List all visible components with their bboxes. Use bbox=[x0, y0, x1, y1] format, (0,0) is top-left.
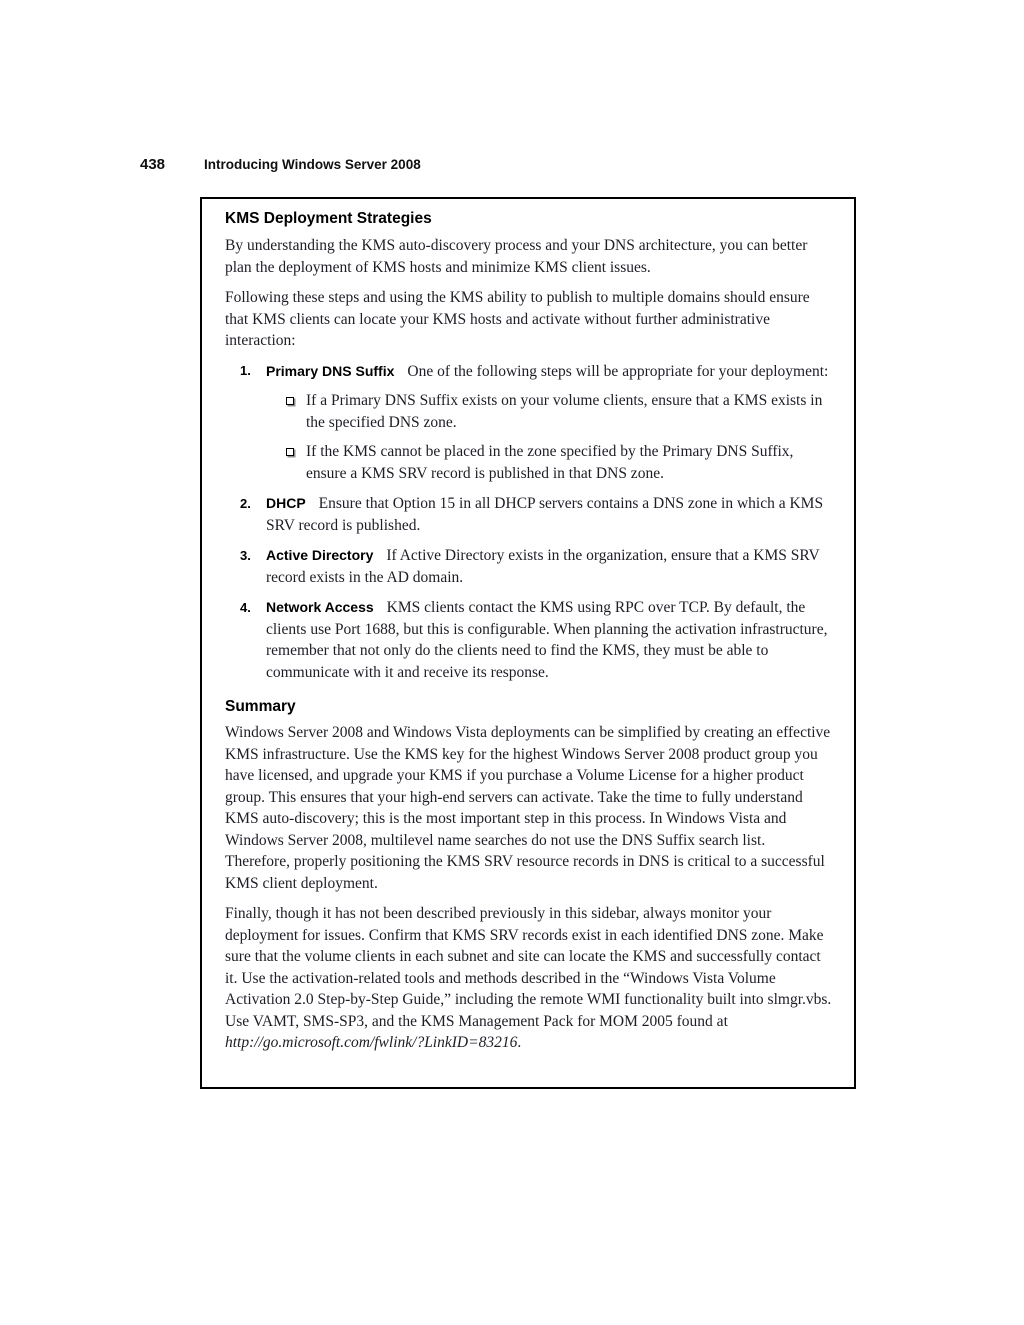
sub-bullet-item bbox=[266, 390, 832, 433]
list-item bbox=[225, 361, 832, 485]
list-item-body bbox=[266, 361, 832, 485]
list-item-label: Primary DNS Suffix bbox=[266, 362, 395, 379]
list-item-label: Active Directory bbox=[266, 547, 374, 563]
list-item-text: KMS clients contact the KMS using RPC over TCP. By default, the clients use Port 1688, but this is configurable. When planning the activation infrastructure, remember that not only do the clients need to find the KMS, they must be able to communicate with it and receive its response. bbox=[266, 599, 828, 681]
list-item-text: Ensure that Option 15 in all DHCP servers contains a DNS zone in which a KMS SRV record is published. bbox=[266, 495, 824, 534]
summary-paragraph-2-end: . bbox=[517, 1034, 522, 1051]
list-item-number: 3. bbox=[240, 547, 251, 563]
sidebar-title: KMS Deployment Strategies bbox=[225, 210, 432, 227]
page-number: 438 bbox=[140, 156, 166, 173]
list-item-label: DHCP bbox=[266, 495, 306, 511]
list-item-body bbox=[266, 493, 832, 536]
list-item-body bbox=[266, 597, 832, 683]
list-item bbox=[225, 493, 832, 536]
fwlink-url: http://go.microsoft.com/fwlink/?LinkID=83216 bbox=[225, 1034, 518, 1051]
list-item bbox=[225, 545, 832, 588]
square-bullet-icon bbox=[286, 397, 294, 405]
list-item-text: If Active Directory exists in the organization, ensure that a KMS SRV record exists in the AD domain. bbox=[266, 547, 820, 586]
sub-bullet-text: If the KMS cannot be placed in the zone specified by the Primary DNS Suffix, ensure a KMS SRV record is published in that DNS zone. bbox=[306, 443, 794, 482]
deployment-steps-list bbox=[225, 361, 832, 684]
list-item-body bbox=[266, 545, 832, 588]
list-item-label: Network Access bbox=[266, 599, 374, 615]
sub-bullet-text: If a Primary DNS Suffix exists on your volume clients, ensure that a KMS exists in the specified DNS zone. bbox=[306, 392, 823, 431]
intro-paragraph-1: By understanding the KMS auto-discovery process and your DNS architecture, you can better plan the deployment of KMS hosts and minimize KMS client issues. bbox=[225, 237, 808, 276]
list-item-number: 1. bbox=[240, 363, 251, 378]
summary-paragraph-2-text: Finally, though it has not been described previously in this sidebar, always monitor your deployment for issues. Confirm that KMS SRV records exist in each identified DNS zone. Make sure that the volume clients in each subnet and site can locate the KMS and successfully contact it. Use the activation-related tools and methods described in the “Windows Vista Volume Activation 2.0 Step-by-Step Guide,” including the remote WMI functionality built into slmgr.vbs. Use VAMT, SMS-SP3, and the KMS Management Pack for MOM 2005 found at bbox=[225, 905, 832, 1030]
kms-sidebar-box bbox=[200, 197, 856, 1089]
list-item bbox=[225, 597, 832, 683]
running-header bbox=[140, 156, 421, 173]
summary-paragraph-2 bbox=[225, 903, 832, 1054]
summary-paragraph-1: Windows Server 2008 and Windows Vista deployments can be simplified by creating an effective KMS infrastructure. Use the KMS key for the highest Windows Server 2008 product group you have licensed, and upgrade your KMS if you purchase a Volume License for a higher product group. This ensures that your high-end servers can activate. Take the time to fully understand KMS auto-discovery; this is the most important step in this process. In Windows Vista and Windows Server 2008, multilevel name searches do not use the DNS Suffix search list. Therefore, properly positioning the KMS SRV resource records in DNS is critical to a successful KMS client deployment. bbox=[225, 724, 831, 892]
list-item-number: 4. bbox=[240, 599, 251, 615]
summary-heading: Summary bbox=[225, 698, 296, 715]
running-head-title: Introducing Windows Server 2008 bbox=[204, 157, 421, 172]
intro-paragraph-2: Following these steps and using the KMS ability to publish to multiple domains should ensure that KMS clients can locate your KMS hosts and activate without further administrative interaction: bbox=[225, 289, 810, 349]
square-bullet-icon bbox=[286, 448, 294, 456]
list-item-text: One of the following steps will be appropriate for your deployment: bbox=[407, 362, 829, 380]
sub-bullet-item bbox=[266, 441, 832, 484]
list-item-number: 2. bbox=[240, 495, 251, 511]
